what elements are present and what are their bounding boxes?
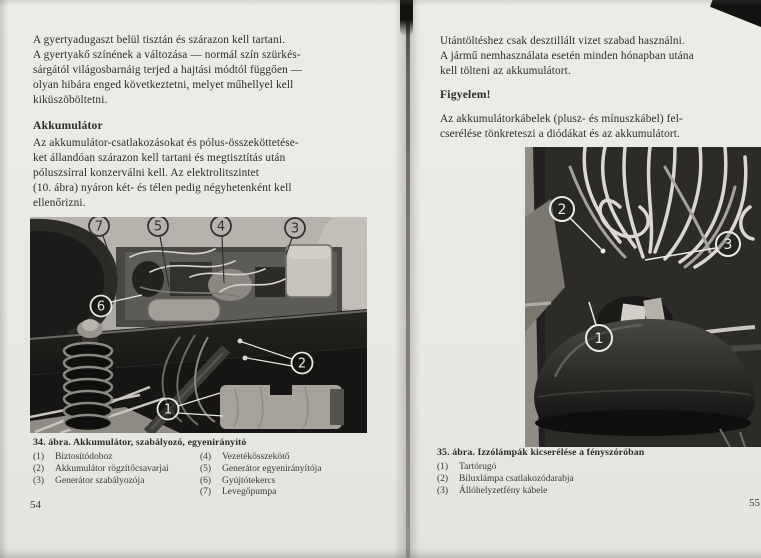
legend-item-label: Generátor egyenirányítója [222, 463, 322, 474]
legend-item-number: (1) [437, 462, 449, 472]
legend-item [200, 452, 375, 464]
figure-34-caption: 34. ábra. Akkumulátor, szabályozó, egyenirányító [33, 437, 247, 448]
legend-item-number: (6) [200, 475, 212, 486]
legend-item [33, 476, 198, 488]
legend-item-number: (2) [437, 473, 449, 484]
callout-3: 3 [723, 237, 733, 253]
legend-item-number: (2) [33, 463, 45, 474]
figure-34-legend-col1 [33, 452, 198, 487]
left-section-heading: Akkumulátor [33, 119, 103, 132]
legend-item-number: (5) [200, 463, 212, 474]
scan-edge-bottom-shadow [0, 548, 761, 558]
legend-item [33, 464, 198, 476]
right-paragraph-cables: Az akkumulátorkábelek (plusz- és mínuszkábel) fel- cserélése tönkreteszi a diódákat és az akkumulátort. [440, 113, 683, 140]
page-gutter-line [406, 0, 410, 558]
callout-2: 2 [557, 202, 567, 218]
legend-item-label: Vezetékösszekötő [222, 452, 290, 462]
legend-item-label: Tartórugó [459, 462, 497, 472]
callout-1: 1 [594, 331, 604, 347]
legend-item [200, 476, 375, 488]
legend-item-number: (3) [437, 485, 449, 496]
callout-1: 1 [163, 402, 173, 418]
legend-item-label: Biluxlámpa csatlakozódarabja [459, 473, 574, 484]
right-page-number: 55 [749, 497, 760, 509]
legend-item [437, 462, 737, 474]
figure-35-caption: 35. ábra. Izzólámpák kicserélése a fényszóróban [437, 447, 645, 458]
legend-item-number: (1) [33, 452, 45, 462]
legend-item [437, 474, 737, 486]
left-paragraph-battery: Az akkumulátor-csatlakozásokat és pólus-összeköttetése- ket állandóan szárazon kell tartani és megtisztítás után póluszsírral konzerválni kell. Az elektrolitszintet (10. ábra) nyáron két- és télen pedig négyhetenként kell ellenőrizni. [33, 137, 299, 209]
legend-item-label: Gyújtótekercs [222, 475, 276, 486]
engine-bay-photo [30, 217, 367, 433]
legend-item-label: Állóhelyzetfény kábele [459, 485, 548, 496]
legend-item [437, 486, 737, 498]
legend-item-number: (7) [200, 487, 212, 498]
legend-item-number: (3) [33, 475, 45, 486]
legend-item [200, 464, 375, 476]
figure-35-photo [525, 147, 761, 447]
legend-item [33, 452, 198, 464]
callout-6: 6 [96, 299, 106, 315]
scan-edge-left-shadow [0, 0, 8, 558]
legend-item [200, 487, 375, 499]
figure-34-photo [30, 217, 367, 433]
scan-edge-top-shadow [0, 0, 761, 6]
callout-3: 3 [290, 221, 300, 237]
figure-35-legend [437, 462, 737, 497]
figure-34-legend-col2 [200, 452, 375, 499]
callout-7: 7 [94, 219, 104, 235]
legend-item-label: Levegőpumpa [222, 487, 277, 498]
callout-4: 4 [216, 219, 226, 235]
left-paragraph-sparkplug: A gyertyadugaszt belül tisztán és szárazon kell tartani. A gyertyakő színének a változása — normál szín szürkés- sárgától világosbarnáig terjed a hajtási módtól függően — olyan hibára enged következtetni, melyet műhellyel kell kiküszöböltetni. [33, 34, 303, 106]
legend-item-label: Akkumulátor rögzítőcsavarjai [55, 463, 169, 474]
callout-2: 2 [297, 356, 307, 372]
left-page-number: 54 [30, 499, 41, 511]
legend-item-label: Biztosítódoboz [55, 452, 113, 462]
callout-5: 5 [153, 219, 163, 235]
headlight-photo [525, 147, 761, 447]
right-warning-heading: Figyelem! [440, 88, 491, 101]
right-paragraph-refill: Utántöltéshez csak desztillált vizet szabad használni. A jármű nemhasználata esetén minden hónapban utána kell tölteni az akkumulátort. [440, 35, 694, 77]
legend-item-label: Generátor szabályozója [55, 475, 145, 486]
legend-item-number: (4) [200, 452, 212, 462]
